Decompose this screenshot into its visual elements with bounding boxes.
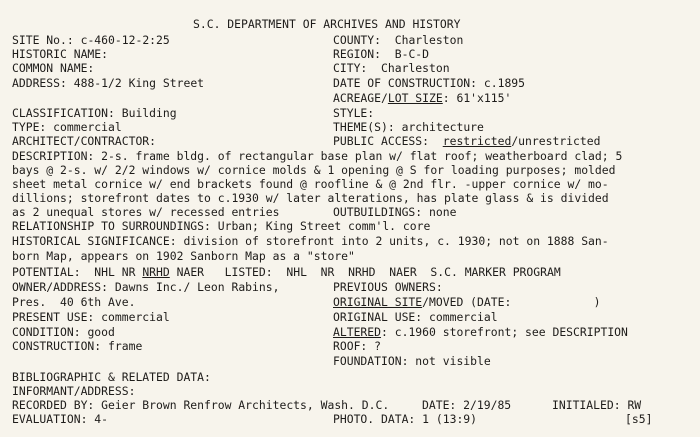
date-field — [422, 398, 511, 412]
previous-owners-field — [333, 280, 443, 294]
site-no-value: c-460-12-2:25 — [80, 33, 170, 47]
description-line-5: as 2 unequal stores w/ recessed entries — [12, 205, 280, 219]
roof-field — [333, 339, 381, 353]
recorded-by-value: Geier Brown Renfrow Architects, Wash. D.C. — [101, 398, 390, 412]
original-use-field — [333, 310, 498, 324]
outbuildings-value: none — [429, 205, 457, 219]
foundation-value: not visible — [415, 354, 491, 368]
recorded-by-label: RECORDED BY: — [12, 398, 95, 412]
listed-nhl: NHL — [286, 265, 307, 279]
acreage-value: 61'x115' — [456, 91, 512, 105]
themes-value: architecture — [401, 120, 484, 134]
outbuildings-field — [333, 205, 456, 219]
public-access-rest: /unrestricted — [511, 134, 601, 148]
description-line-2: bays @ 2-s. w/ 2/2 windows w/ cornice molds & 1 opening @ S for loading purposes; molded — [12, 163, 616, 177]
description-line-3: sheet metal cornice w/ end brackets found @ roofline & @ 2nd flr. -upper cornice w/ mo- — [12, 177, 609, 191]
relationship-value: Urban; King Street comm'l. core — [217, 219, 431, 233]
foundation-field — [333, 354, 491, 368]
county-label: COUNTY: — [333, 33, 382, 47]
acreage-field — [333, 91, 511, 105]
previous-owners-label: PREVIOUS OWNERS: — [333, 280, 443, 294]
original-use-value: commercial — [429, 310, 498, 324]
architect-label: ARCHITECT/CONTRACTOR: — [12, 134, 157, 148]
initialed-label: INITIALED: — [552, 398, 621, 412]
date-of-construction-field — [333, 76, 525, 90]
photo-data-field — [333, 412, 477, 426]
owner-label: OWNER/ADDRESS: — [12, 280, 109, 294]
address-field — [12, 76, 204, 90]
moved-close: ) — [593, 295, 601, 309]
relationship-field — [12, 219, 430, 233]
county-field — [333, 33, 463, 47]
card-header: S.C. DEPARTMENT OF ARCHIVES AND HISTORY — [193, 17, 461, 31]
city-field — [333, 61, 450, 75]
listed-nrhd: NRHD — [348, 265, 376, 279]
original-use-label: ORIGINAL USE: — [333, 310, 423, 324]
recorded-by-field — [12, 398, 389, 412]
region-field — [333, 47, 429, 61]
address-label: ADDRESS: — [12, 76, 67, 90]
present-use-field — [12, 310, 170, 324]
date-of-construction-label: DATE OF CONSTRUCTION: — [333, 76, 478, 90]
style-label: STYLE: — [333, 106, 375, 120]
altered-colon: : — [381, 325, 388, 339]
potential-nhl: NHL — [94, 265, 115, 279]
potential-naer: NAER — [176, 265, 205, 279]
evaluation-label: EVALUATION: — [12, 412, 88, 426]
city-value: Charleston — [381, 61, 450, 75]
original-site-field — [333, 295, 600, 309]
potential-nrhd: NRHD — [142, 265, 170, 279]
themes-label: THEME(S): — [333, 120, 395, 134]
foundation-label: FOUNDATION: — [333, 354, 409, 368]
county-value: Charleston — [394, 33, 464, 47]
historical-significance-line-1 — [12, 234, 609, 248]
roof-value: ? — [374, 339, 382, 353]
lot-size-label: LOT SIZE — [387, 91, 443, 105]
owner-line-2: Pres. 40 6th Ave. — [12, 295, 136, 309]
informant-label: INFORMANT/ADDRESS: — [12, 384, 136, 398]
public-access-label: PUBLIC ACCESS: — [333, 134, 430, 148]
marker-program: S.C. MARKER PROGRAM — [430, 265, 561, 279]
themes-field — [333, 120, 484, 134]
bibliographic-label: BIBLIOGRAPHIC & RELATED DATA: — [12, 370, 211, 384]
bibliographic-field — [12, 370, 211, 384]
public-access-restricted: restricted — [442, 134, 512, 148]
style-field — [333, 106, 374, 120]
informant-field — [12, 384, 135, 398]
classification-value: Building — [121, 106, 177, 120]
altered-field — [333, 325, 628, 339]
present-use-value: commercial — [101, 310, 170, 324]
photo-data-value: 1 (13:9) — [422, 412, 478, 426]
historical-significance-line-2: born Map, appears on 1902 Sanborn Map as a "store" — [12, 249, 355, 263]
city-label: CITY: — [333, 61, 368, 75]
region-label: REGION: — [333, 47, 382, 61]
type-field — [12, 120, 122, 134]
evaluation-value: 4- — [94, 412, 109, 426]
site-no-label: SITE No.: — [12, 33, 74, 47]
altered-value: c.1960 storefront; see DESCRIPTION — [394, 325, 628, 339]
potential-nr: NR — [121, 265, 136, 279]
description-line-1 — [12, 149, 622, 163]
classification-field — [12, 106, 177, 120]
footnote: [s5] — [625, 412, 653, 426]
date-value: 2/19/85 — [463, 398, 512, 412]
date-of-construction-value: c.1895 — [483, 76, 526, 90]
historic-name-field — [12, 47, 108, 61]
historical-significance-text: division of storefront into 2 units, c. 1930; not on 1888 San- — [183, 234, 609, 248]
initialed-value: RW — [627, 398, 642, 412]
original-site-label: ORIGINAL SITE — [333, 295, 423, 309]
address-value: 488-1/2 King Street — [73, 76, 205, 90]
description-text: 2-s. frame bldg. of rectangular base plan w/ flat roof; weatherboard clad; 5 — [101, 149, 623, 163]
construction-label: CONSTRUCTION: — [12, 339, 102, 353]
roof-label: ROOF: — [333, 339, 368, 353]
region-value: B-C-D — [394, 47, 430, 61]
construction-field — [12, 339, 142, 353]
listed-naer: NAER — [389, 265, 417, 279]
photo-data-label: PHOTO. DATA: — [333, 412, 416, 426]
potential-label: POTENTIAL: — [12, 265, 81, 279]
outbuildings-label: OUTBUILDINGS: — [333, 205, 423, 219]
condition-label: CONDITION: — [12, 325, 81, 339]
historic-name-label: HISTORIC NAME: — [12, 47, 109, 61]
historical-significance-label: HISTORICAL SIGNIFICANCE: — [12, 234, 177, 248]
construction-value: frame — [108, 339, 143, 353]
relationship-label: RELATIONSHIP TO SURROUNDINGS: — [12, 219, 211, 233]
potential-field — [12, 265, 561, 279]
architect-field — [12, 134, 156, 148]
public-access-field — [333, 134, 600, 148]
condition-field — [12, 325, 115, 339]
evaluation-field — [12, 412, 108, 426]
classification-label: CLASSIFICATION: — [12, 106, 115, 120]
description-label: DESCRIPTION: — [12, 149, 95, 163]
common-name-label: COMMON NAME: — [12, 61, 95, 75]
type-value: commercial — [53, 120, 122, 134]
common-name-field — [12, 61, 94, 75]
altered-label: ALTERED — [333, 325, 382, 339]
description-line-4: dillions; storefront dates to c.1930 w/ later alterations, has plate glass & is divided — [12, 191, 609, 205]
condition-value: good — [87, 325, 115, 339]
acreage-label: ACREAGE/ — [333, 91, 388, 105]
present-use-label: PRESENT USE: — [12, 310, 95, 324]
listed-nr: NR — [320, 265, 335, 279]
owner-line-1: Dawns Inc./ Leon Rabins, — [114, 280, 280, 294]
owner-field — [12, 280, 279, 294]
site-no-field — [12, 33, 170, 47]
initialed-field — [552, 398, 641, 412]
listed-label: LISTED: — [224, 265, 273, 279]
acreage-colon: : — [442, 91, 450, 105]
date-label: DATE: — [422, 398, 457, 412]
type-label: TYPE: — [12, 120, 47, 134]
moved-label: /MOVED (DATE: — [422, 295, 512, 309]
